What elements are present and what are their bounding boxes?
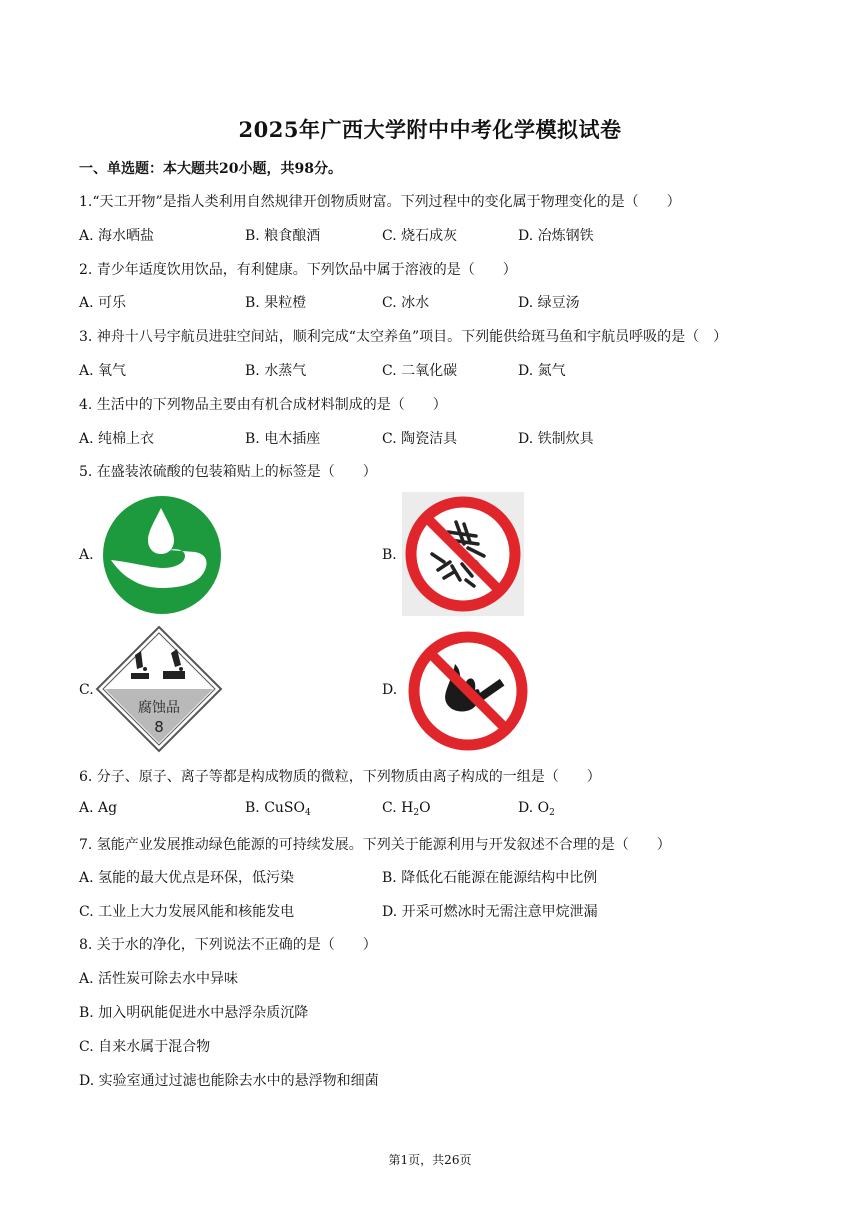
question-6-option-d: D. $O_2$	[518, 800, 555, 818]
question-3-option-c: C. 二氧化碳	[382, 363, 458, 379]
question-5-option-a-label: A.	[79, 547, 94, 563]
question-2-option-c: C. 冰水	[382, 295, 430, 311]
question-6-option-b: B. CuSO$_4$	[245, 800, 311, 818]
question-6-option-c: C. $H_2O$	[382, 800, 431, 818]
page-footer: 第1页，共26页	[388, 1153, 472, 1167]
section-heading: 一、单选题：本大题共20小题，共98分。	[79, 161, 342, 177]
question-7-option-c: C. 工业上大力发展风能和核能发电	[79, 904, 295, 920]
question-5-stem: 5. 在盛装浓硫酸的包装箱贴上的标签是（ ）	[79, 464, 377, 480]
question-5-option-b-label: B.	[382, 547, 397, 563]
question-4-option-b: B. 电木插座	[245, 431, 321, 447]
question-1-option-d: D. 冶炼钢铁	[518, 228, 594, 244]
no-stacking-sign-icon	[402, 492, 524, 616]
question-4-option-d: D. 铁制炊具	[518, 431, 594, 447]
question-3-option-d: D. 氮气	[518, 363, 566, 379]
question-8-stem: 8. 关于水的净化，下列说法不正确的是（ ）	[79, 937, 377, 953]
question-2-option-d: D. 绿豆汤	[518, 295, 580, 311]
question-1-stem: 1.“天工开物”是指人类利用自然规律开创物质财富。下列过程中的变化属于物理变化的是（ ）	[79, 194, 681, 210]
question-3-stem: 3. 神舟十八号宇航员进驻空间站，顺利完成“太空养鱼”项目。下列能供给斑马鱼和宇航员呼吸的是（ ）	[79, 329, 728, 345]
question-3-option-a: A. 氧气	[79, 363, 127, 379]
corrosive-class-number: 8	[154, 718, 164, 736]
question-6-option-a: A. Ag	[79, 800, 118, 816]
question-8-option-c: C. 自来水属于混合物	[79, 1039, 211, 1055]
question-7-option-b: B. 降低化石能源在能源结构中比例	[382, 870, 598, 886]
water-saving-sign-icon	[101, 494, 223, 616]
question-8-option-a: A. 活性炭可除去水中异味	[79, 971, 239, 987]
question-8-option-b: B. 加入明矾能促进水中悬浮杂质沉降	[79, 1005, 309, 1021]
corrosive-sign-icon	[95, 625, 223, 753]
page-title: 2025年广西大学附中中考化学模拟试卷	[238, 117, 622, 142]
question-4-option-a: A. 纯棉上衣	[79, 431, 155, 447]
question-5-option-d-label: D.	[382, 682, 398, 698]
question-4-stem: 4. 生活中的下列物品主要由有机合成材料制成的是（ ）	[79, 397, 447, 413]
question-2-stem: 2. 青少年适度饮用饮品，有利健康。下列饮品中属于溶液的是（ ）	[79, 262, 517, 278]
corrosive-label-text: 腐蚀品	[138, 700, 180, 716]
question-6-stem: 6. 分子、原子、离子等都是构成物质的微粒，下列物质由离子构成的一组是（ ）	[79, 769, 601, 785]
question-1-option-c: C. 烧石成灰	[382, 228, 458, 244]
question-4-option-c: C. 陶瓷洁具	[382, 431, 458, 447]
question-5-option-c-label: C.	[79, 682, 94, 698]
question-8-option-d: D. 实验室通过过滤也能除去水中的悬浮物和细菌	[79, 1073, 379, 1089]
question-1-option-b: B. 粮食酿酒	[245, 228, 321, 244]
question-2-option-b: B. 果粒橙	[245, 295, 307, 311]
no-open-flame-sign-icon	[407, 630, 529, 752]
question-1-option-a: A. 海水晒盐	[79, 228, 155, 244]
question-7-option-a: A. 氢能的最大优点是环保，低污染	[79, 870, 295, 886]
question-7-stem: 7. 氢能产业发展推动绿色能源的可持续发展。下列关于能源利用与开发叙述不合理的是（ ）	[79, 837, 671, 853]
question-7-option-d: D. 开采可燃冰时无需注意甲烷泄漏	[382, 904, 598, 920]
question-3-option-b: B. 水蒸气	[245, 363, 307, 379]
question-2-option-a: A. 可乐	[79, 295, 127, 311]
